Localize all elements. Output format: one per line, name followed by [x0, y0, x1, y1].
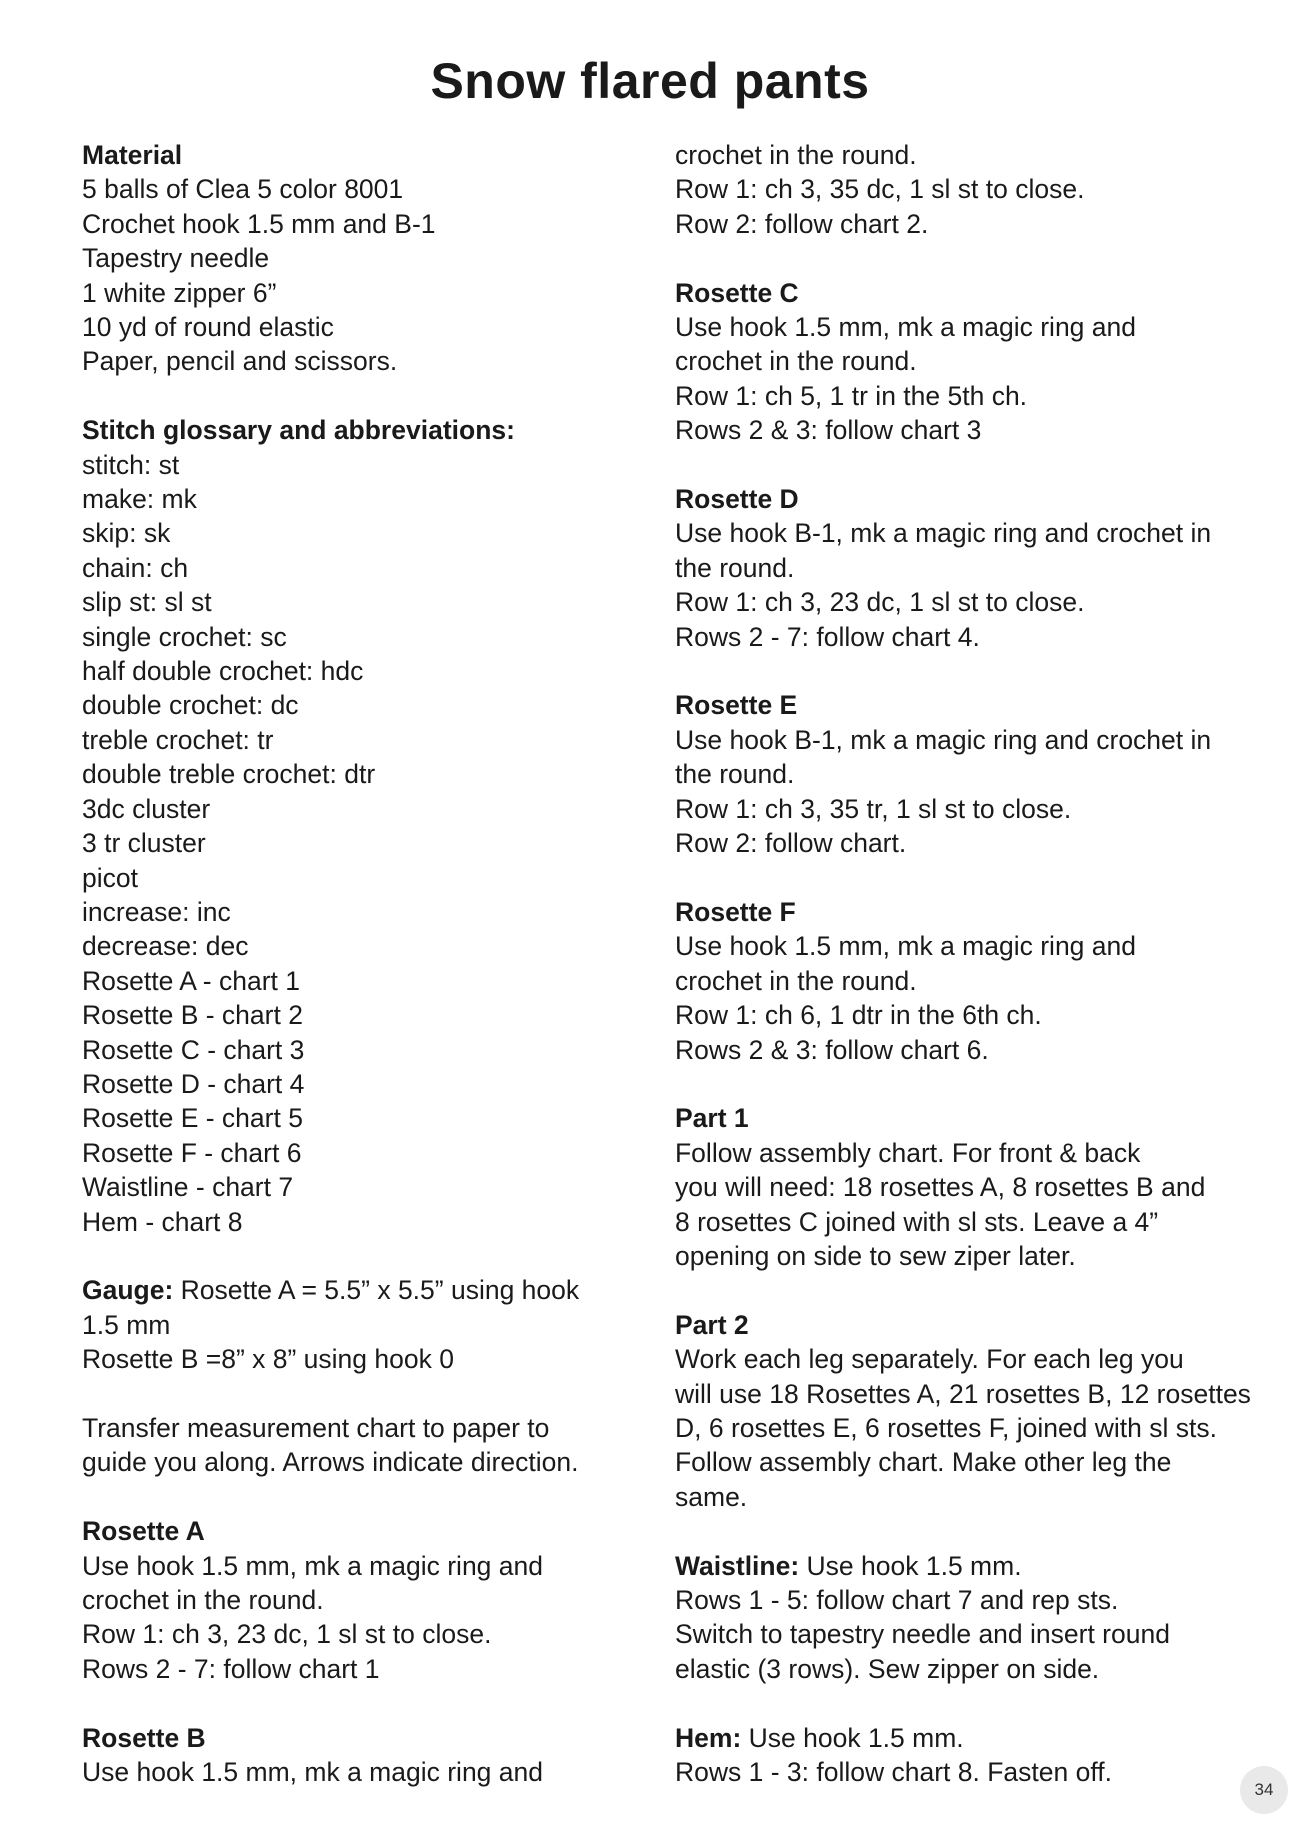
rosette-c-heading: Rosette C: [675, 277, 799, 308]
glossary-item: skip: sk: [82, 518, 171, 549]
part-2-line: Work each leg separately. For each leg you: [675, 1344, 1184, 1375]
rosette-e-line: Use hook B-1, mk a magic ring and crochet in: [675, 724, 1212, 755]
spacer: [82, 1377, 642, 1411]
part-2-line: will use 18 Rosettes A, 21 rosettes B, 12 rosettes: [675, 1378, 1251, 1409]
spacer: [82, 1686, 642, 1720]
spacer: [82, 1480, 642, 1514]
waistline-label: Waistline:: [675, 1550, 800, 1581]
glossary-item: picot: [82, 862, 138, 893]
spacer: [675, 654, 1255, 688]
part-1-line: you will need: 18 rosettes A, 8 rosettes B and: [675, 1172, 1206, 1203]
rosette-c-line: Use hook 1.5 mm, mk a magic ring and: [675, 312, 1136, 343]
rosette-d-line: Rows 2 - 7: follow chart 4.: [675, 621, 980, 652]
gauge-text: Rosette A = 5.5” x 5.5” using hook: [173, 1275, 580, 1306]
rosette-b-heading: Rosette B: [82, 1722, 206, 1753]
glossary-item: Rosette A - chart 1: [82, 965, 301, 996]
waistline-text: Use hook 1.5 mm.: [799, 1550, 1022, 1581]
rosette-d-line: the round.: [675, 552, 795, 583]
part-2-line: Follow assembly chart. Make other leg the: [675, 1447, 1172, 1478]
waistline-line: Switch to tapestry needle and insert round: [675, 1619, 1170, 1650]
rosette-d-line: Row 1: ch 3, 23 dc, 1 sl st to close.: [675, 587, 1085, 618]
glossary-item: Rosette E - chart 5: [82, 1103, 303, 1134]
spacer: [675, 448, 1255, 482]
rosette-d-heading: Rosette D: [675, 484, 799, 515]
part-1-line: 8 rosettes C joined with sl sts. Leave a 4”: [675, 1206, 1159, 1237]
rosette-e-line: the round.: [675, 759, 795, 790]
transfer-text: Transfer measurement chart to paper to: [82, 1412, 550, 1443]
spacer: [82, 1239, 642, 1273]
glossary-item: single crochet: sc: [82, 621, 287, 652]
rosette-a-line: Rows 2 - 7: follow chart 1: [82, 1653, 380, 1684]
rosette-a-line: Use hook 1.5 mm, mk a magic ring and: [82, 1550, 543, 1581]
rosette-a-line: crochet in the round.: [82, 1585, 324, 1615]
hem-line: [675, 1721, 1255, 1755]
rosette-a-heading: Rosette A: [82, 1516, 205, 1547]
part-1-line: opening on side to sew ziper later.: [675, 1240, 1076, 1271]
glossary-item: chain: ch: [82, 552, 189, 583]
rosette-a-line: Row 1: ch 3, 23 dc, 1 sl st to close.: [82, 1619, 492, 1650]
page-number-badge: 34: [1240, 1766, 1288, 1814]
waistline-line: elastic (3 rows). Sew zipper on side.: [675, 1653, 1100, 1684]
glossary-item: Hem - chart 8: [82, 1206, 243, 1237]
rosette-f-line: Rows 2 & 3: follow chart 6.: [675, 1034, 989, 1065]
spacer: [675, 1514, 1255, 1548]
rosette-e-line: Row 1: ch 3, 35 tr, 1 sl st to close.: [675, 793, 1072, 824]
spacer: [675, 1067, 1255, 1101]
part-1-heading: Part 1: [675, 1103, 749, 1134]
spacer: [675, 1273, 1255, 1307]
page-title: Snow flared pants: [430, 53, 870, 109]
glossary-item: increase: inc: [82, 896, 231, 927]
waistline-line: Rows 1 - 5: follow chart 7 and rep sts.: [675, 1584, 1119, 1615]
gauge-line: Rosette B =8” x 8” using hook 0: [82, 1344, 454, 1375]
glossary-item: Rosette B - chart 2: [82, 1000, 303, 1031]
material-heading: Material: [82, 140, 183, 170]
gauge-label: Gauge:: [82, 1275, 174, 1306]
hem-label: Hem:: [675, 1722, 742, 1753]
waistline-line: [675, 1549, 1255, 1583]
material-item: 10 yd of round elastic: [82, 312, 334, 343]
glossary-item: Waistline - chart 7: [82, 1172, 294, 1203]
gauge-line: 1.5 mm: [82, 1309, 171, 1340]
glossary-item: decrease: dec: [82, 931, 249, 962]
part-2-line: same.: [675, 1481, 748, 1512]
glossary-item: double crochet: dc: [82, 690, 299, 721]
glossary-item: Rosette F - chart 6: [82, 1137, 302, 1168]
spacer: [675, 860, 1255, 894]
rosette-f-line: Row 1: ch 6, 1 dtr in the 6th ch.: [675, 1000, 1042, 1031]
part-1-line: Follow assembly chart. For front & back: [675, 1137, 1141, 1168]
glossary-item: slip st: sl st: [82, 587, 212, 618]
material-item: 1 white zipper 6”: [82, 277, 277, 308]
hem-text: Use hook 1.5 mm.: [741, 1722, 964, 1753]
glossary-item: Rosette C - chart 3: [82, 1034, 305, 1065]
right-column: [675, 138, 1255, 1789]
glossary-heading: Stitch glossary and abbreviations:: [82, 415, 515, 446]
rosette-e-line: Row 2: follow chart.: [675, 828, 907, 859]
rosette-b-line: Use hook 1.5 mm, mk a magic ring and: [82, 1757, 543, 1788]
material-item: Tapestry needle: [82, 243, 270, 274]
rosette-b-line: Row 2: follow chart 2.: [675, 208, 929, 239]
rosette-b-line: Row 1: ch 3, 35 dc, 1 sl st to close.: [675, 174, 1085, 205]
glossary-item: double treble crochet: dtr: [82, 759, 376, 790]
glossary-item: make: mk: [82, 484, 197, 515]
part-2-line: D, 6 rosettes E, 6 rosettes F, joined with sl sts.: [675, 1412, 1217, 1443]
transfer-text: guide you along. Arrows indicate direction.: [82, 1447, 579, 1478]
rosette-d-line: Use hook B-1, mk a magic ring and crochet in: [675, 518, 1212, 549]
rosette-f-line: Use hook 1.5 mm, mk a magic ring and: [675, 931, 1136, 962]
glossary-item: half double crochet: hdc: [82, 656, 364, 687]
rosette-b-line: crochet in the round.: [675, 140, 917, 170]
rosette-c-line: crochet in the round.: [675, 346, 917, 377]
part-2-heading: Part 2: [675, 1309, 749, 1340]
glossary-item: 3 tr cluster: [82, 828, 206, 859]
rosette-f-heading: Rosette F: [675, 896, 796, 927]
material-item: Paper, pencil and scissors.: [82, 346, 398, 377]
glossary-item: treble crochet: tr: [82, 724, 274, 755]
gauge-line: [82, 1273, 642, 1307]
rosette-c-line: Row 1: ch 5, 1 tr in the 5th ch.: [675, 380, 1028, 411]
material-item: Crochet hook 1.5 mm and B-1: [82, 208, 436, 239]
rosette-f-line: crochet in the round.: [675, 965, 917, 996]
material-item: 5 balls of Clea 5 color 8001: [82, 174, 404, 205]
glossary-item: stitch: st: [82, 449, 180, 480]
hem-line: Rows 1 - 3: follow chart 8. Fasten off.: [675, 1756, 1112, 1787]
spacer: [82, 379, 642, 413]
glossary-item: Rosette D - chart 4: [82, 1068, 305, 1099]
rosette-c-line: Rows 2 & 3: follow chart 3: [675, 415, 982, 446]
left-column: [82, 138, 642, 1789]
rosette-e-heading: Rosette E: [675, 690, 798, 721]
glossary-item: 3dc cluster: [82, 793, 211, 824]
spacer: [675, 1686, 1255, 1720]
spacer: [675, 241, 1255, 275]
